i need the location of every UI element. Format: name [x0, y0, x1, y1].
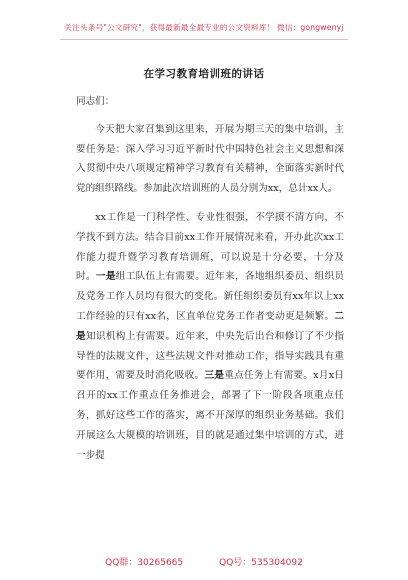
point-1-label: 一是: [95, 271, 116, 283]
point-3-text: 重点任务上有需要。x月x日召开的xx工作重点任务推进会，部署了下一阶段各项重点任务，抓好这些工作的落实，离不开深厚的组织业务基础。我们开展这么大规模的培训班，目的就是通过集中培训的方式，进一步提: [76, 370, 345, 461]
point-2-label: 二是: [76, 310, 344, 342]
document-title: 在学习教育培训班的讲话: [143, 68, 265, 80]
paragraph-1: 今天把大家召集到这里来，开展为期三天的集中培训，主要任务是：深入学习习近平新时代中国特色社会主义思想和深入贯彻中央八项规定精神学习教育有关精神，全面落实新时代党的组织路线。参加此次培训班的人员分别为xx，总计xx人。: [76, 123, 344, 195]
paragraph-2-intro: xx工作是一门科学性、专业性很强，不学摸不清方向，不学找不到方法。结合目前xx工作开展情况来看，开办此次xx工作能力提升暨学习教育培训班，可以说是十分必要，十分及时。: [76, 211, 344, 283]
header-banner: 关注头条号"公文研究"，获得最新最全最专业的公文资料库！ 微信：gongwenyj: [64, 23, 344, 32]
paragraph-2: [76, 208, 344, 465]
footer-contacts: [0, 555, 408, 568]
header-divider: [60, 39, 348, 40]
point-3-label: 三是: [204, 370, 225, 382]
salutation: 同志们：: [76, 96, 115, 107]
point-2-text: 知识机构上有需要。近年来，中央先后出台和修订了不少指导性的法规文件，这些法规文件对推动工作，指导实践具有重要作用，需要及时消化吸收。: [76, 330, 345, 382]
footer-qq-group: QQ群：30265665: [105, 558, 184, 568]
footer-qq-number: QQ号：535304092: [219, 558, 303, 568]
document-body: [76, 92, 344, 474]
point-1-text: 组工队伍上有需要。近年来，各地组织委员、组织员及党务工作人员均有很大的变化。新任组织委员有xx年以上xx工作经验的只有xx名，区直单位党务工作者变动更是频繁。: [76, 271, 345, 322]
